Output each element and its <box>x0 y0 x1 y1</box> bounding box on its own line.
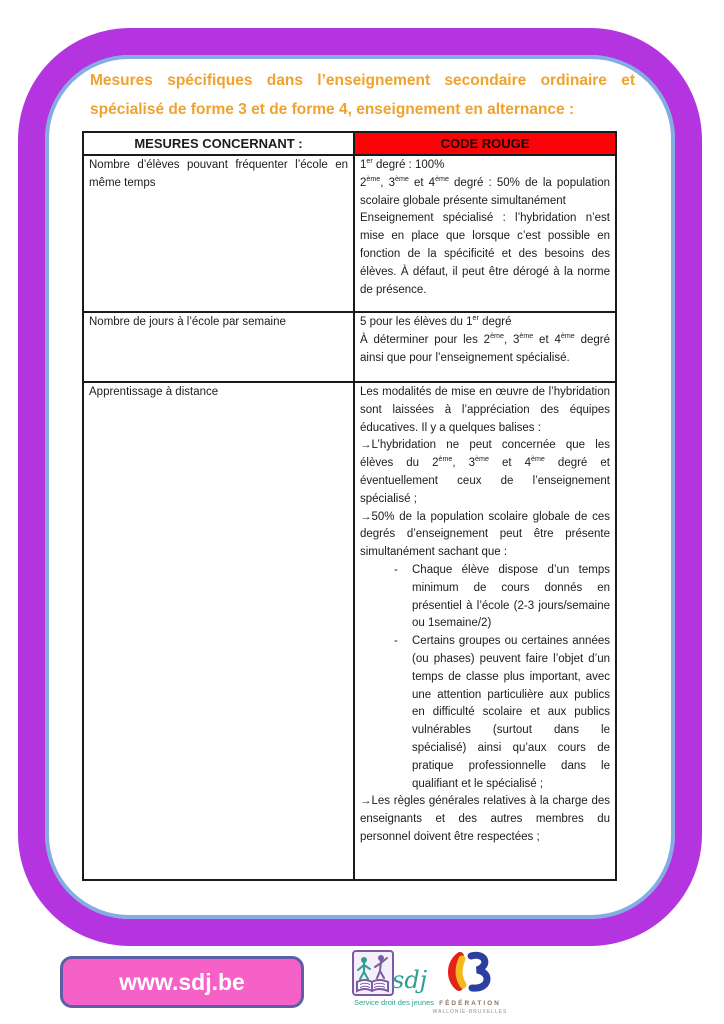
sdj-caption: Service droit des jeunes <box>353 998 435 1007</box>
paragraph: 2ème, 3ème et 4ème degré : 50% de la population scolaire globale présente simultanément <box>360 174 610 207</box>
measures-table <box>82 131 617 881</box>
paragraph: Enseignement spécialisé : l’hybridation n’est mise en place que lorsque c’est possible en fonction de la spécificité et des besoins des élèves. À défaut, il peut être dérogé à la norme de présence. <box>360 212 610 296</box>
fwb-caption-line1: FÉDÉRATION <box>439 1000 501 1007</box>
measure-cell-students: Nombre d’élèves pouvant fréquenter l’école en même temps <box>84 156 355 313</box>
column-header-measures: MESURES CONCERNANT : <box>84 133 355 156</box>
dash-bullet-marker: - <box>394 563 398 576</box>
code-rouge-cell-days <box>355 313 617 383</box>
sdj-figures-book-icon <box>352 950 394 1001</box>
measure-cell-days: Nombre de jours à l’école par semaine <box>84 313 355 383</box>
paragraph: Les modalités de mise en œuvre de l’hybridation sont laissées à l’appréciation des équipes éducatives. Il y a quelques balises : <box>360 386 610 434</box>
arrow-paragraph: →50% de la population scolaire globale de ces degrés d’enseignement peut être présente simultanément sachant que : <box>360 510 610 559</box>
page-title: Mesures spécifiques dans l’enseignement secondaire ordinaire et spécialisé de forme 3 et de forme 4, enseignement en alternance : <box>90 72 635 118</box>
column-header-code-rouge: CODE ROUGE <box>355 133 617 156</box>
dash-list-item <box>390 562 610 633</box>
paragraph: 5 pour les élèves du 1er degré <box>360 314 512 328</box>
code-rouge-cell-distance-learning <box>355 383 617 881</box>
federation-wallonie-bruxelles-logo <box>432 950 508 1022</box>
fwb-caption-line2: WALLONIE-BRUXELLES <box>432 1009 508 1015</box>
paragraph: À déterminer pour les 2ème, 3ème et 4ème degré ainsi que pour l’enseignement spécialisé. <box>360 331 610 364</box>
sdj-wordmark: sdj <box>392 966 428 994</box>
dash-list-item <box>390 633 610 793</box>
measure-cell-distance-learning: Apprentissage à distance <box>84 383 355 881</box>
arrow-paragraph: →Les règles générales relatives à la charge des enseignants et des autres membres du personnel doivent être respectées ; <box>360 795 610 843</box>
sdj-logo <box>344 950 444 1022</box>
sdj-website-label: www.sdj.be <box>119 968 245 995</box>
sdj-website-button[interactable] <box>60 956 304 1008</box>
paragraph: 1er degré : 100% <box>360 157 445 171</box>
arrow-paragraph: →L’hybridation ne peut concernée que les élèves du 2ème, 3ème et 4ème degré et éventuellement ceux de l’enseignement spécialisé ; <box>360 439 610 505</box>
fwb-rooster-icon <box>444 950 496 1005</box>
dash-item-text: Certains groupes ou certaines années (ou phases) peuvent faire l’objet d’un temps de classe plus important, avec une attention particulière aux publics en difficulté scolaire et aux publics vulnérables (surtout dans le spécialisé) ainsi qu’aux cours de pratique professionnelle dans le qualifiant et le spécialisé ; <box>412 635 610 790</box>
dash-item-text: Chaque élève dispose d’un temps minimum de cours donnés en présentiel à l’école (2-3 jours/semaine ou 1semaine/2) <box>412 563 610 630</box>
code-rouge-cell-students <box>355 156 617 313</box>
dash-bullet-marker: - <box>394 635 398 648</box>
